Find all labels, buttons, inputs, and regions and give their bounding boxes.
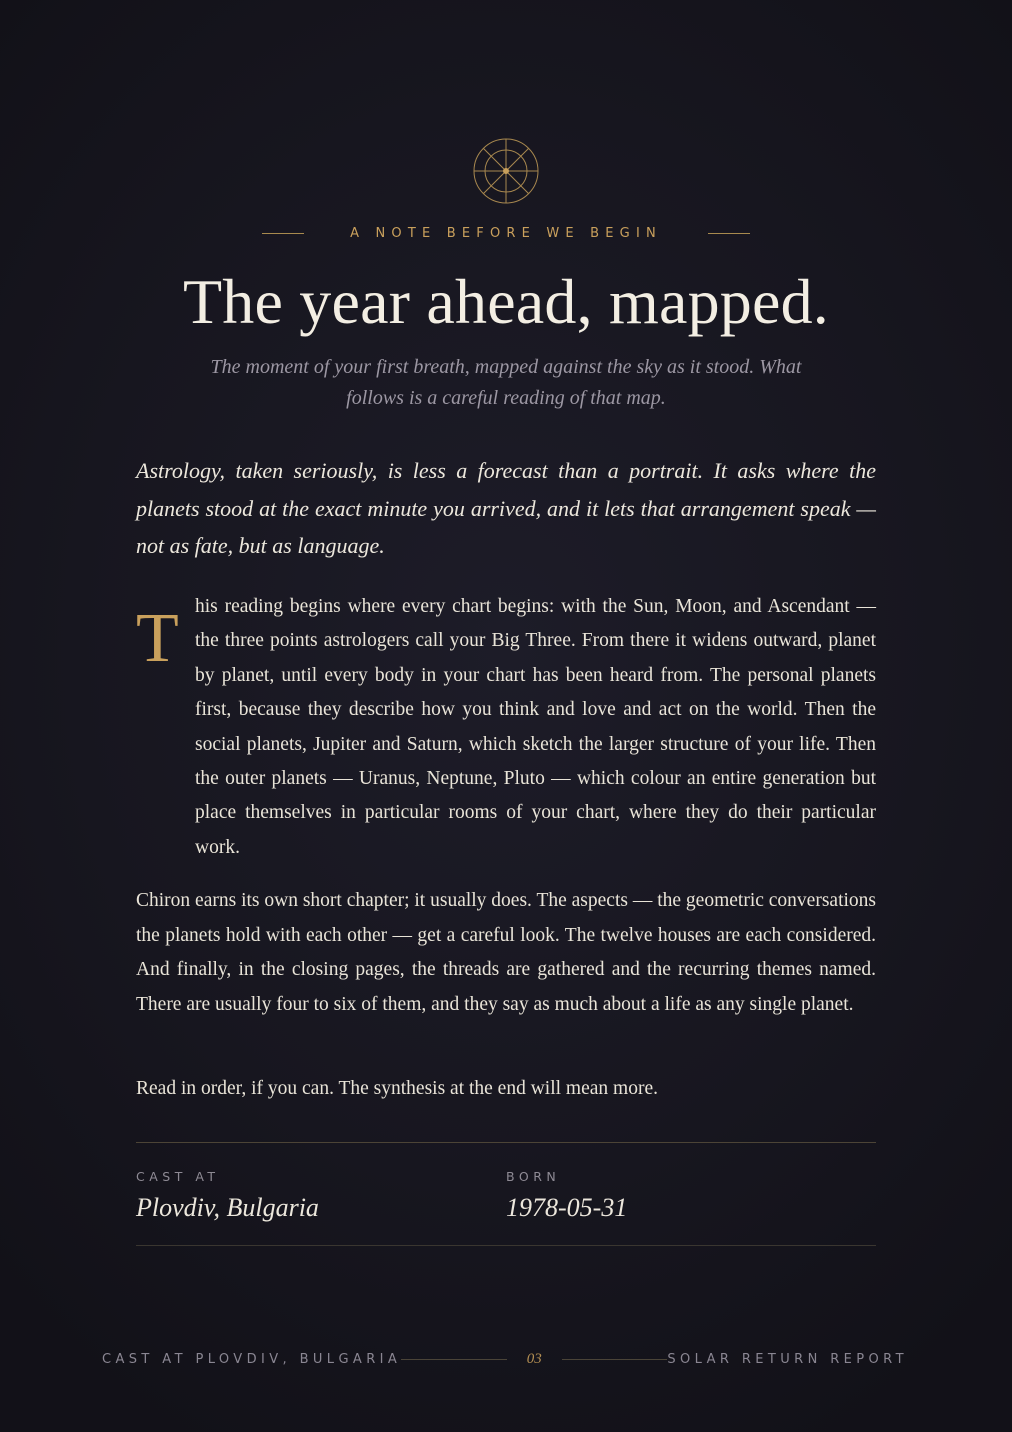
eyebrow-rule-left: [262, 233, 304, 234]
compass-wheel-icon: [472, 137, 540, 205]
footer-location: CAST AT PLOVDIV, BULGARIA: [102, 1351, 402, 1367]
lede-paragraph: Astrology, taken seriously, is less a forecast than a portrait. It asks where the planets stood at the exact minute you arrived, and it lets that arrangement speak — not as fate, but as language.: [136, 458, 876, 558]
body-paragraph-chiron: Chiron earns its own short chapter; it usually does. The aspects — the geometric conversations the planets hold with each other — get a careful look. The twelve houses are each considered. And finally, in the closing pages, the threads are gathered and the recurring themes named. There are usually four to six of them, and they say as much about a life as any single planet.: [136, 890, 876, 1015]
eyebrow-label: A NOTE BEFORE WE BEGIN: [350, 225, 662, 241]
born-field: [506, 1169, 627, 1223]
page-number: 03: [526, 1350, 542, 1367]
birth-details: [136, 1142, 876, 1246]
page-footer: [102, 1348, 908, 1370]
drop-cap: T: [136, 600, 179, 677]
page-subtitle: The moment of your first breath, mapped against the sky as it stood. What follows is a careful reading of that map.: [210, 356, 802, 409]
footer-report-title: SOLAR RETURN REPORT: [667, 1351, 908, 1367]
body-paragraph-closing: Read in order, if you can. The synthesis at the end will mean more.: [136, 1078, 658, 1099]
eyebrow-rule-right: [708, 233, 750, 234]
page-title: The year ahead, mapped.: [182, 266, 830, 337]
cast-at-value: Plovdiv, Bulgaria: [136, 1193, 319, 1222]
born-label: BORN: [506, 1169, 561, 1184]
cast-at-field: [136, 1169, 319, 1223]
footer-rule-left: [401, 1359, 507, 1360]
intro-paragraph-text: his reading begins where every chart begins: with the Sun, Moon, and Ascendant — the three points astrologers call your Big Three. From there it widens outward, planet by planet, until every body in your chart has been heard from. The personal planets first, because they describe how you think and love and act on the world. Then the social planets, Jupiter and Saturn, which sketch the larger structure of your life. Then the outer planets — Uranus, Neptune, Pluto — which colour an entire generation but place themselves in particular rooms of your chart, where they do their particular work.: [195, 596, 876, 858]
cast-at-label: CAST AT: [136, 1169, 220, 1184]
eyebrow-row: [262, 223, 750, 243]
born-value: 1978-05-31: [506, 1193, 628, 1222]
footer-rule-right: [562, 1359, 668, 1360]
